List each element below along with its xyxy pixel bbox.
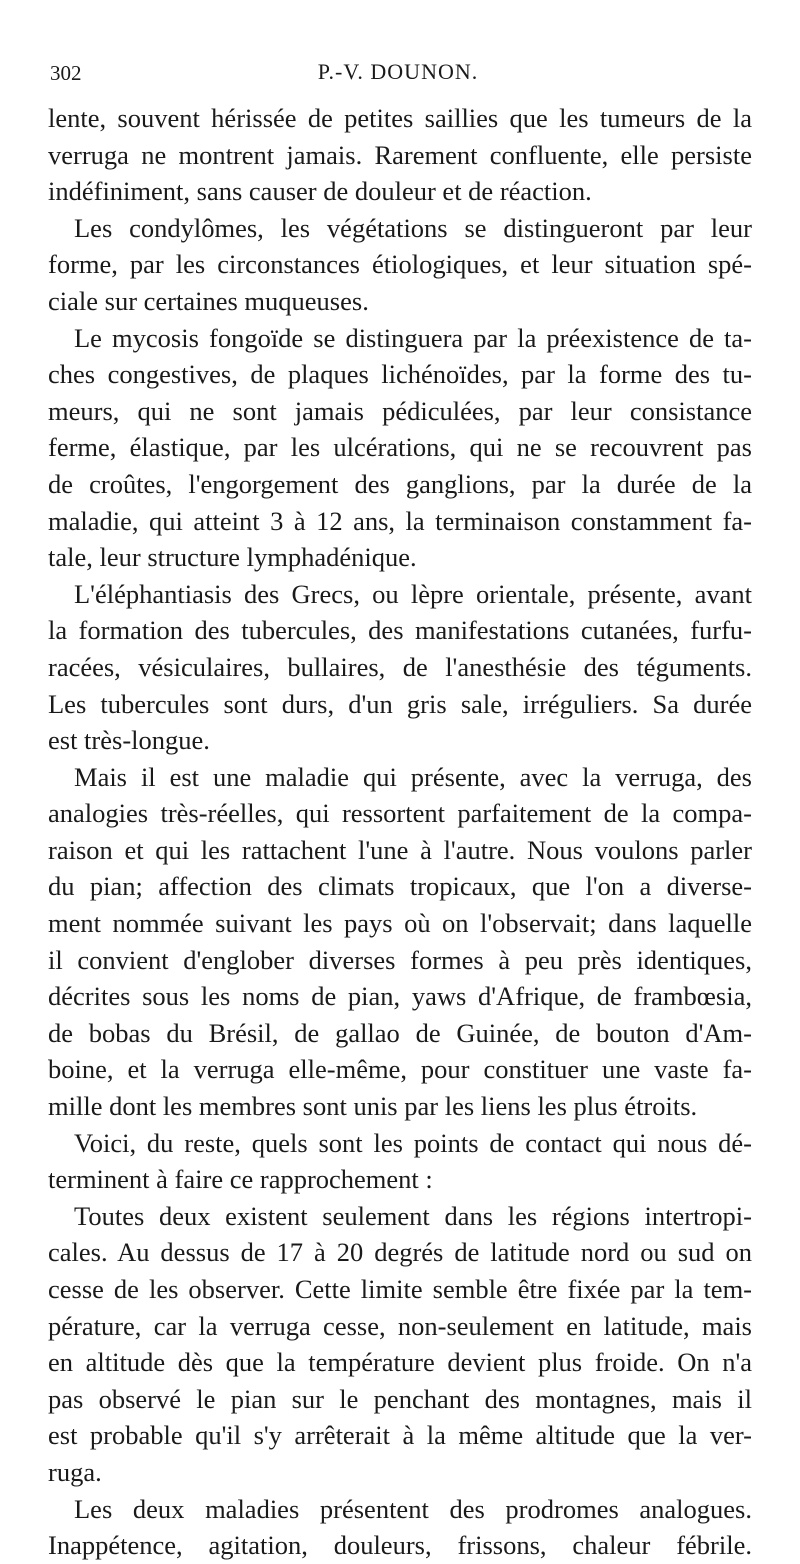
text-line: Toutes deux existent seulement dans les régions intertropi-	[74, 1200, 752, 1231]
text-line: décrites sous les noms de pian, yaws d'Afrique, de frambœsia,	[48, 981, 752, 1012]
text-line: lente, souvent hérissée de petites saillies que les tumeurs de la	[48, 103, 752, 133]
text-line: maladie, qui atteint 3 à 12 ans, la terminaison constamment fa-	[48, 505, 752, 536]
text-line: ment nommée suivant les pays où on l'observait; dans laquelle	[48, 908, 752, 939]
text-line: ferme, élastique, par les ulcérations, qui ne se recouvrent pas	[48, 432, 752, 463]
text-line: Le mycosis fongoïde se distinguera par la préexistence de ta-	[74, 322, 752, 353]
text-line: verruga ne montrent jamais. Rarement confluente, elle persiste	[48, 139, 752, 170]
text-line: racées, vésiculaires, bullaires, de l'anesthésie des téguments.	[48, 651, 752, 682]
text-line: du pian; affection des climats tropicaux, que l'on a diverse-	[48, 871, 752, 902]
text-line: tale, leur structure lymphadénique.	[48, 542, 417, 573]
text-line: la formation des tubercules, des manifestations cutanées, furfu-	[48, 615, 752, 646]
text-line: cales. Au dessus de 17 à 20 degrés de latitude nord ou sud on	[48, 1237, 752, 1268]
text-line: Les condylômes, les végétations se distingueront par leur	[74, 212, 752, 243]
text-line: Voici, du reste, quels sont les points de contact qui nous dé-	[74, 1127, 752, 1158]
text-line: L'éléphantiasis des Grecs, ou lèpre orientale, présente, avant	[74, 578, 752, 609]
text-line: terminent à faire ce rapprochement :	[48, 1164, 433, 1195]
text-line: analogies très-réelles, qui ressortent parfaitement de la compa-	[48, 798, 752, 829]
text-line: ruga.	[48, 1456, 102, 1487]
text-line: raison et qui les rattachent l'une à l'autre. Nous voulons parler	[48, 834, 752, 865]
text-line: est très-longue.	[48, 725, 210, 756]
page-header	[46, 57, 750, 89]
text-line: meurs, qui ne sont jamais pédiculées, par leur consistance	[48, 395, 752, 426]
text-line: est probable qu'il s'y arrêterait à la même altitude que la ver-	[48, 1420, 752, 1451]
text-line: Mais il est une maladie qui présente, avec la verruga, des	[74, 761, 752, 792]
text-line: ches congestives, de plaques lichénoïdes, par la forme des tu-	[48, 359, 752, 390]
running-title: P.-V. DOUNON.	[317, 59, 479, 84]
text-line: pérature, car la verruga cesse, non-seulement en latitude, mais	[48, 1310, 752, 1341]
text-line: indéfiniment, sans causer de douleur et de réaction.	[48, 176, 592, 207]
text-line: il convient d'englober diverses formes à peu près identiques,	[48, 944, 752, 975]
text-line: Les tubercules sont durs, d'un gris sale, irréguliers. Sa durée	[48, 688, 752, 719]
text-line: de bobas du Brésil, de gallao de Guinée, de bouton d'Am-	[48, 1017, 752, 1048]
text-line: Les deux maladies présentent des prodromes analogues.	[74, 1493, 752, 1524]
text-line: Inappétence, agitation, douleurs, frissons, chaleur fébrile.	[48, 1530, 752, 1561]
text-line: ciale sur certaines muqueuses.	[48, 285, 369, 316]
text-line: boine, et la verruga elle-même, pour constituer une vaste fa-	[48, 1054, 752, 1085]
text-line: pas observé le pian sur le penchant des montagnes, mais il	[48, 1383, 752, 1414]
text-line: de croûtes, l'engorgement des ganglions, par la durée de la	[48, 468, 752, 499]
text-line: cesse de les observer. Cette limite semble être fixée par la tem-	[48, 1274, 752, 1304]
page-number: 302	[50, 61, 82, 85]
body-text	[48, 100, 752, 1564]
text-line: mille dont les membres sont unis par les liens les plus étroits.	[48, 1091, 698, 1122]
text-line: en altitude dès que la température devient plus froide. On n'a	[48, 1347, 752, 1378]
text-line: forme, par les circonstances étiologiques, et leur situation spé-	[48, 249, 752, 280]
